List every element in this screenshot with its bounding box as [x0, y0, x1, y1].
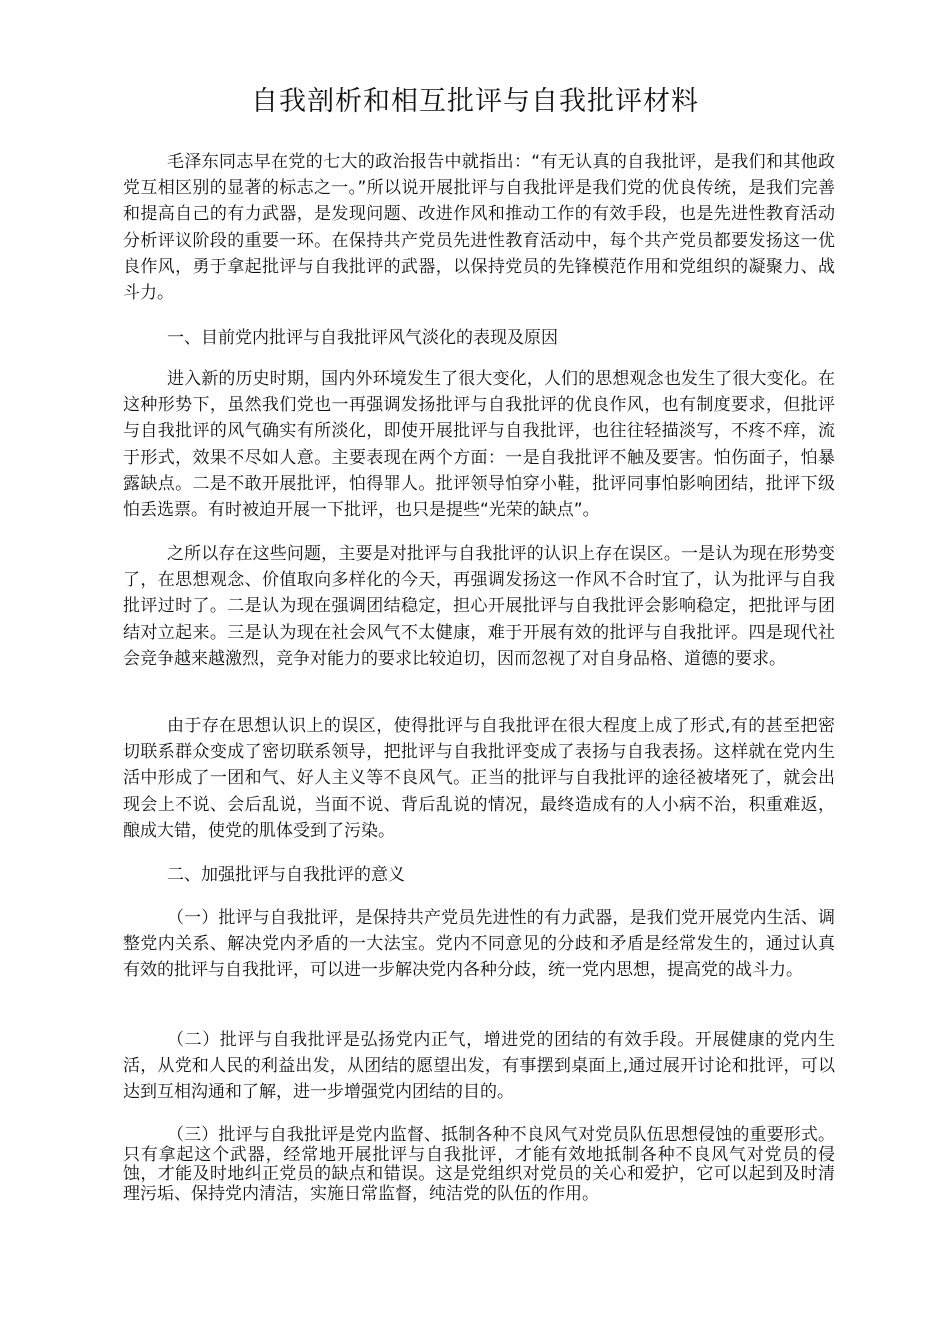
paragraph-significance-3: （三）批评与自我批评是党内监督、抵制各种不良风气对党员队伍思想侵蚀的重要形式。只有拿起这个武器，经常地开展批评与自我批评，才能有效地抵制各种不良风气对党员的侵蚀，才能及时地纠正党员的缺点和错误。这是党组织对党员的关心和爱护，它可以起到及时清理污垢、保持党内清洁，实施日常监督，纯洁党的队伍的作用。 — [123, 1125, 835, 1204]
section-heading-1: 一、目前党内批评与自我批评风气淡化的表现及原因 — [167, 328, 558, 348]
document-title: 自我剖析和相互批评与自我批评材料 — [251, 86, 699, 117]
paragraph-consequences: 由于存在思想认识上的误区，使得批评与自我批评在很大程度上成了形式,有的甚至把密切联系群众变成了密切联系领导，把批评与自我批评变成了表扬与自我表扬。这样就在党内生活中形成了一团和气、好人主义等不良风气。正当的批评与自我批评的途径被堵死了，就会出现会上不说、会后乱说，当面不说、背后乱说的情况，最终造成有的人小病不治，积重难返，酿成大错，使党的肌体受到了污染。 — [123, 716, 835, 841]
paragraph-causes: 之所以存在这些问题，主要是对批评与自我批评的认识上存在误区。一是认为现在形势变了，在思想观念、价值取向多样化的今天，再强调发扬这一作风不合时宜了，认为批评与自我批评过时了。二是认为现在强调团结稳定，担心开展批评与自我批评会影响稳定，把批评与团结对立起来。三是认为现在社会风气不太健康，难于开展有效的批评与自我批评。四是现代社会竞争越来越激烈，竞争对能力的要求比较迫切，因而忽视了对自身品格、道德的要求。 — [123, 544, 835, 669]
paragraph-manifestation: 进入新的历史时期，国内外环境发生了很大变化，人们的思想观念也发生了很大变化。在这种形势下，虽然我们党也一再强调发扬批评与自我批评的优良作风，也有制度要求，但批评与自我批评的风气确实有所淡化，即使开展批评与自我批评，也往往轻描淡写，不疼不痒，流于形式，效果不尽如人意。主要表现在两个方面：一是自我批评不触及要害。怕伤面子，怕暴露缺点。二是不敢开展批评，怕得罪人。批评领导怕穿小鞋，批评同事怕影响团结，批评下级怕丢选票。有时被迫开展一下批评，也只是提些“光荣的缺点”。 — [123, 369, 835, 521]
section-heading-2: 二、加强批评与自我批评的意义 — [167, 865, 405, 885]
paragraph-significance-1: （一）批评与自我批评，是保持共产党员先进性的有力武器，是我们党开展党内生活、调整党内关系、解决党内矛盾的一大法宝。党内不同意见的分歧和矛盾是经常发生的，通过认真有效的批评与自我批评，可以进一步解决党内各种分歧，统一党内思想，提高党的战斗力。 — [123, 908, 835, 981]
paragraph-intro: 毛泽东同志早在党的七大的政治报告中就指出：“有无认真的自我批评，是我们和其他政党互相区别的显著的标志之一。”所以说开展批评与自我批评是我们党的优良传统，是我们完善和提高自己的有力武器，是发现问题、改进作风和推动工作的有效手段，也是先进性教育活动分析评议阶段的重要一环。在保持共产党员先进性教育活动中，每个共产党员都要发扬这一优良作风，勇于拿起批评与自我批评的武器，以保持党员的先锋模范作用和党组织的凝聚力、战斗力。 — [123, 152, 835, 304]
paragraph-significance-2: （二）批评与自我批评是弘扬党内正气，增进党的团结的有效手段。开展健康的党内生活，从党和人民的利益出发，从团结的愿望出发，有事摆到桌面上,通过展开讨论和批评，可以达到互相沟通和了解，进一步增强党内团结的目的。 — [123, 1030, 835, 1103]
